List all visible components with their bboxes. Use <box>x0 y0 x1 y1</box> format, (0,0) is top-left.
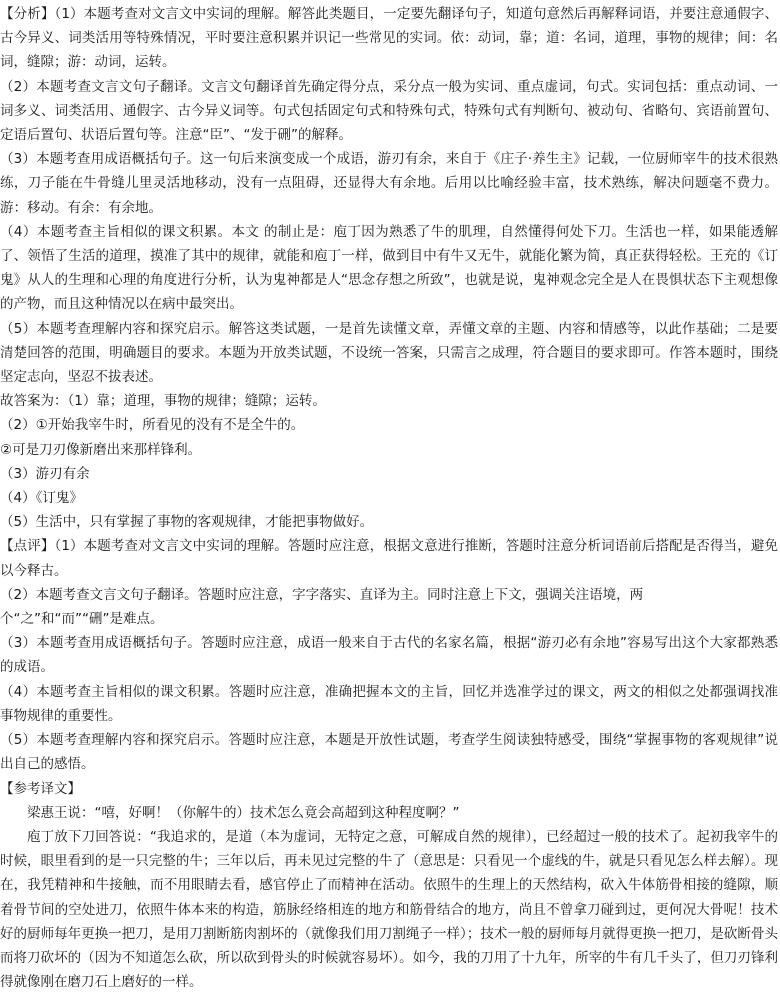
answer-2-2: ②可是刀刃像新磨出来那样锋利。 <box>0 438 778 462</box>
answer-5: （5）生活中，只有掌握了事物的客观规律，才能把事物做好。 <box>0 510 778 534</box>
comment-2-line-2: 个“之”和“而”“硎”是难点。 <box>0 607 778 631</box>
translation-section <box>0 777 778 994</box>
answers-section <box>0 389 778 534</box>
comment-section <box>0 534 778 776</box>
translation-paragraph-1: 梁惠王说：“嘻，好啊！（你解牛的）技术怎么竟会高超到这种程度啊？” <box>0 801 778 825</box>
answer-3: （3）游刃有余 <box>0 462 778 486</box>
analysis-paragraph-2: （2）本题考查文言文句子翻译。文言文句翻译首先确定得分点，采分点一般为实词、重点虚词，句式。实词包括：重点动词、一词多义、词类活用、通假字、古今异义词等。句式包括固定句式和特殊句式，特殊句式有判断句、被动句、省略句、宾语前置句、定语后置句、状语后置句等。注意“臣”、“发于硎”的解释。 <box>0 75 778 148</box>
comment-5: （5）本题考查理解内容和探究启示。答题时应注意，本题是开放性试题，考查学生阅读独特感受，围绕“掌握事物的客观规律”说出自己的感悟。 <box>0 728 778 776</box>
analysis-paragraph-5: （5）本题考查理解内容和探究启示。解答这类试题，一是首先读懂文章，弄懂文章的主题、内容和情感等，以此作基础；二是要清楚回答的范围，明确题目的要求。本题为开放类试题，不设统一答案，只需言之成理，符合题目的要求即可。作答本题时，围绕坚定志向，坚忍不拔表述。 <box>0 317 778 390</box>
translation-heading: 【参考译文】 <box>0 777 778 801</box>
analysis-paragraph-4: （4）本题考查主旨相似的课文积累。本文 的制止是：庖丁因为熟悉了牛的肌理，自然懂得何处下刀。生活也一样，如果能透解了、领悟了生活的道理，摸准了其中的规律，就能和庖丁一样，做到目中有牛又无牛，就能化繁为简，真正获得轻松。王充的《订鬼》从人的生理和心理的角度进行分析，认为鬼神都是人“思念存想之所致”，也就是说，鬼神观念完全是人在畏惧状态下主观想像的产物，而且这种情况以在病中最突出。 <box>0 220 778 317</box>
analysis-section <box>0 2 778 389</box>
analysis-paragraph-1: 【分析】（1）本题考查对文言文中实词的理解。解答此类题目，一定要先翻译句子，知道句意然后再解释词语，并要注意通假字、古今异义、词类活用等特殊情况，平时要注意积累并识记一些常见的实词。依：动词，靠；道：名词，道理，事物的规律；间：名词，缝隙；游：动词，运转。 <box>0 2 778 75</box>
comment-3: （3）本题考查用成语概括句子。答题时应注意，成语一般来自于古代的名家名篇，根据“游刃必有余地”容易写出这个大家都熟悉的成语。 <box>0 631 778 679</box>
comment-1: 【点评】（1）本题考查对文言文中实词的理解。答题时应注意，根据文意进行推断，答题时注意分析词语前后搭配是否得当，避免以今释古。 <box>0 534 778 582</box>
comment-4: （4）本题考查主旨相似的课文积累。答题时应注意，准确把握本文的主旨，回忆并选准学过的课文，两文的相似之处都强调找准事物规律的重要性。 <box>0 680 778 728</box>
answer-4: （4）《订鬼》 <box>0 486 778 510</box>
translation-paragraph-2: 庖丁放下刀回答说：“我追求的，是道（本为虚词，无特定之意，可解成自然的规律），已经超过一般的技术了。起初我宰牛的时候，眼里看到的是一只完整的牛；三年以后，再未见过完整的牛了（意思是：只看见一个虚线的牛，就是只看见怎么样去解）。现在，我凭精神和牛接触，而不用眼睛去看，感官停止了而精神在活动。依照牛的生理上的天然结构，砍入牛体筋骨相接的缝隙，顺着骨节间的空处进刀，依照牛体本来的构造，筋脉经络相连的地方和筋骨结合的地方，尚且不曾拿刀碰到过，更何况大骨呢！技术好的厨师每年更换一把刀，是用刀割断筋肉割坏的（就像我们用刀割绳子一样）；技术一般的厨师每月就得更换一把刀，是砍断骨头而将刀砍坏的（因为不知道怎么砍，所以砍到骨头的时候就容易坏）。如今，我的刀用了十九年，所宰的牛有几千头了，但刀刃锋利得就像刚在磨刀石上磨好的一样。 <box>0 825 778 994</box>
analysis-paragraph-3: （3）本题考查用成语概括句子。这一句后来演变成一个成语，游刃有余，来自于《庄子·养生主》记载，一位厨师宰牛的技术很熟练，刀子能在牛骨缝儿里灵活地移动，没有一点阻碍，还显得大有余地。后用以比喻经验丰富，技术熟练，解决问题毫不费力。游：移动。有余：有余地。 <box>0 147 778 220</box>
answer-2-1: （2）①开始我宰牛时，所看见的没有不是全牛的。 <box>0 413 778 437</box>
answer-intro: 故答案为：（1）靠；道理，事物的规律；缝隙；运转。 <box>0 389 778 413</box>
comment-2-line-1: （2）本题考查文言文句子翻译。答题时应注意，字字落实、直译为主。同时注意上下文，强调关注语境，两 <box>0 583 778 607</box>
